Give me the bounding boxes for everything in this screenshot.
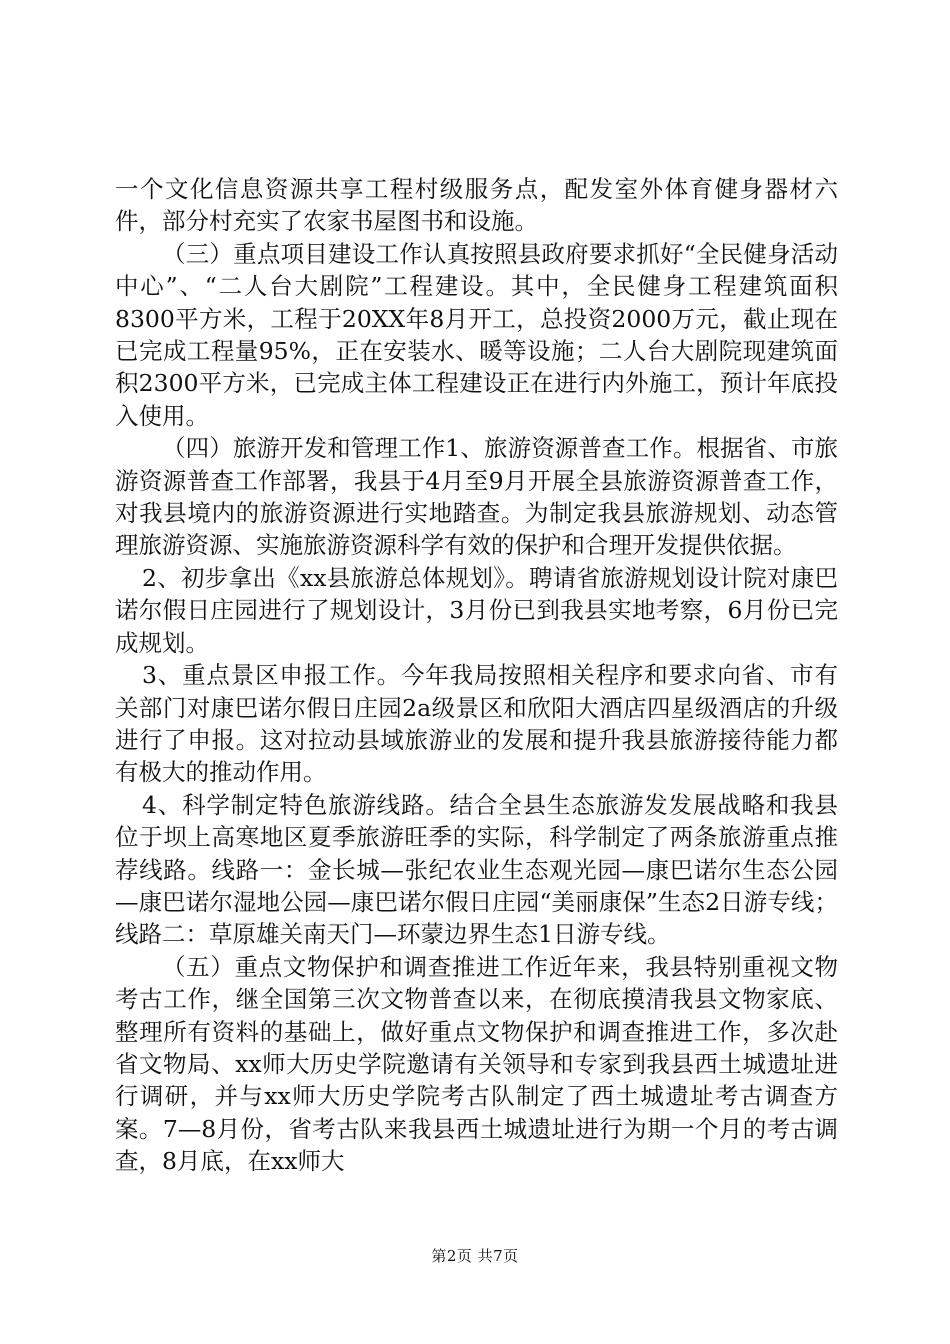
paragraph-tourism-routes: 4、科学制定特色旅游线路。结合全县生态旅游发发展战略和我县位于坝上高寒地区夏季旅游旺季的实际，科学制定了两条旅游重点推荐线路。线路一：金长城—张纪农业生态观光园—康巴诺尔生态公园—康巴诺尔湿地公园—康巴诺尔假日庄园“美丽康保”生态2日游专线；线路二：草原雄关南天门—环蒙边界生态1日游专线。	[115, 790, 838, 949]
paragraph-cultural-relics: （五）重点文物保护和调查推进工作近年来，我县特别重视文物考古工作，继全国第三次文物普查以来，在彻底摸清我县文物家底、整理所有资料的基础上，做好重点文物保护和调查推进工作，多次赴省文物局、xx师大历史学院邀请有关领导和专家到我县西土城遗址进行调研，并与xx师大历史学院考古队制定了西土城遗址考古调查方案。7—8月份，省考古队来我县西土城遗址进行为期一个月的考古调查，8月底，在xx师大	[115, 952, 838, 1176]
paragraph-continuation: 一个文化信息资源共享工程村级服务点，配发室外体育健身器材六件，部分村充实了农家书屋图书和设施。	[115, 175, 838, 236]
document-body	[115, 173, 838, 1178]
paragraph-scenic-application: 3、重点景区申报工作。今年我局按照相关程序和要求向省、市有关部门对康巴诺尔假日庄园2a级景区和欣阳大酒店四星级酒店的升级进行了申报。这对拉动县域旅游业的发展和提升我县旅游接待能力都有极大的推动作用。	[115, 661, 838, 787]
page-number-footer: 第2页 共7页	[431, 1247, 519, 1265]
paragraph-tourism-survey: （四）旅游开发和管理工作1、旅游资源普查工作。根据省、市旅游资源普查工作部署，我县于4月至9月开展全县旅游资源普查工作，对我县境内的旅游资源进行实地踏查。为制定我县旅游规划、动态管理旅游资源、实施旅游资源科学有效的保护和合理开发提供依据。	[115, 434, 838, 560]
paragraph-tourism-plan: 2、初步拿出《xx县旅游总体规划》。聘请省旅游规划设计院对康巴诺尔假日庄园进行了规划设计，3月份已到我县实地考察，6月份已完成规划。	[115, 563, 838, 657]
paragraph-key-projects: （三）重点项目建设工作认真按照县政府要求抓好“全民健身活动中心”、“二人台大剧院”工程建设。其中，全民健身工程建筑面积8300平方米，工程于20XX年8月开工，总投资2000万元，截止现在已完成工程量95%，正在安装水、暖等设施；二人台大剧院现建筑面积2300平方米，已完成主体工程建设正在进行内外施工，预计年底投入使用。	[115, 239, 838, 430]
